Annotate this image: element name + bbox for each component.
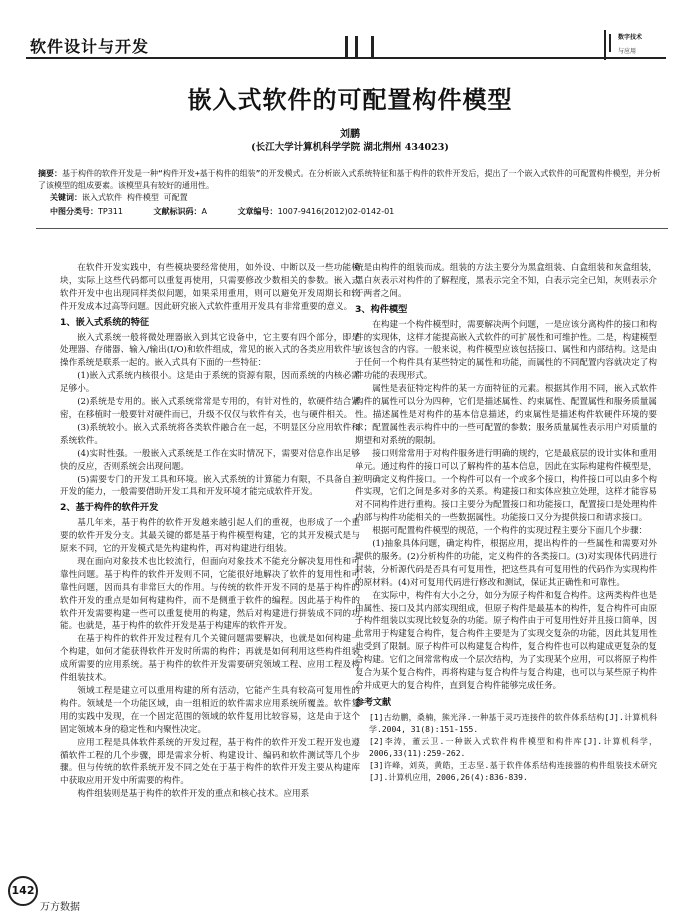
paragraph: 基几年来，基于构件的软件开发越来越引起人们的重视，也形成了一个重要的软件开发分支。其最关键的都是基于构件模型构建，它的其开发模式是与原来不同，它的开发模式是先构建构件，再对构建进行组装。 (60, 518, 360, 555)
keywords-label: 关键词： (50, 193, 82, 202)
paragraph: (2)系统是专用的。嵌入式系统常常是专用的，有针对性的，软硬件结合紧密，在移植时一般要针对硬件而已，升级不仅仅与软件有关，也与硬件相关。 (60, 397, 360, 420)
doc-code-label: 文献标识码： (153, 207, 202, 216)
paragraph: (3)系统较小。嵌入式系统将各类软件融合在一起，不明显区分应用软件和系统软件。 (60, 422, 360, 446)
paragraph: 嵌入式系统一般将微处理器嵌入到其它设备中，它主要有四个部分，即是处理器、存储器、输入/输出(I/O)和软件组成，常见的嵌入式的各类应用软件与操作系统是联系一起的。嵌入式具有下面的一些特征： (60, 332, 360, 369)
paragraph: 在基于构件的软件开发过程有几个关键问题需要解决，也就是如何构建一个构建，如何才能获得软件开发时所需的构件；再就是如何利用这些构件组装成所需要的应用系统。基于构件的软件开发需要研究领域工程、应用工程及构件组装技术。 (60, 634, 360, 684)
article-affiliation: (长江大学计算机科学学院 湖北荆州 434023) (251, 142, 449, 153)
reference-item: [3]许峰，刘英，黄皓，王志坚.基于软件体系结构连接器的构件组装技术研究[J].计算机应用，2006,26(4):836-839. (369, 760, 657, 782)
article-title: 嵌入式软件的可配置构件模型 (187, 86, 513, 114)
keywords (50, 192, 188, 203)
badge-arrow-icon (609, 34, 617, 52)
section-heading-2: 2、基于构件的软件开发 (60, 502, 159, 514)
journal-badge (604, 30, 670, 60)
source-watermark: 万方数据 (40, 902, 80, 913)
badge-bottom-text: 与应用 (618, 48, 637, 55)
article-no-label: 文章编号： (237, 207, 278, 216)
clc-value: TP311 (98, 207, 123, 216)
paragraph: (1)嵌入式系统内核很小。这是由于系统的资源有限，因而系统的内核必需足够小。 (60, 371, 360, 395)
section-title: 软件设计与开发 (30, 37, 150, 56)
article-author: 刘鹏 (340, 129, 360, 140)
paragraph: (5)需要专门的开发工具和环境。嵌入式系统的计算能力有限，不具备自主开发的能力，一般需要借助开发工具和开发环境才能完成软件开发。 (60, 474, 360, 498)
left-column (60, 262, 360, 801)
abstract-label: 摘要： (38, 169, 62, 178)
section-heading-3: 3、构件模型 (355, 303, 408, 315)
paragraph: 在软件开发实践中，有些模块要经常使用，如外设、中断以及一些功能模块，实际上这些代码都可以重复再使用，只需要修改少数相关的参数。嵌入式软件开发中也出现同样类似问题，如果采用重用，则可以避免开发周期长和软件开发成本过高等问题。因此研究嵌入式软件重用开发具有非常重要的意义。 (60, 263, 360, 312)
doc-code-value: A (201, 207, 208, 216)
paragraph: (1)抽象具体问题，确定构件，根据应用，提出构件的一些属性和需要对外提供的服务。(2)分析构件的功能，定义构件的各类接口。(3)对实现体代码进行封装，分析源代码是否具有可复用性，把这些具有可复用性的代码作为实现构件的原材料。(4)对可复用代码进行修改和测试，保证其正确性和可靠性。 (355, 539, 657, 588)
abstract-text: 基于构件的软件开发是一种“构件开发+基于构件的组装”的开发模式。在分析嵌入式系统特征和基于构件的软件开发后，提出了一个嵌入式软件的可配置构件模型，并分析了该模型的组成要素。该模型具有较好的通用性。 (38, 169, 661, 190)
paragraph: 统是由构件的组装而成。组装的方法主要分为黑盒组装、白盒组装和灰盒组装，黑白灰表示对构件的了解程度，黑表示完全不知，白表示完全已知，灰则表示介于两者之间。 (355, 263, 657, 299)
article-no-value: 1007-9416(2012)02-0142-01 (277, 207, 395, 216)
section-heading-1: 1、嵌入式系统的特征 (60, 316, 150, 328)
paragraph: (4)实时性强。一般嵌入式系统是工作在实时情况下，需要对信息作出足够快的反应，否则系统会出现问题。 (60, 448, 360, 472)
references-heading: 参考文献 (355, 697, 392, 708)
paragraph: 应用工程是具体软件系统的开发过程，基于构件的软件开发工程开发也遵循软件工程的几个步骤，即是需求分析、构建设计、编码和软件测试等几个步骤。但与传统的软件系统开发不同之处在于基于构件的软件开发主要从构建库中获取应用开发中所需要的构件。 (60, 737, 360, 787)
badge-top-text: 数字技术 (618, 34, 643, 41)
paragraph: 接口则常常用于对构件服务进行明确的规约，它是最底层的设计实体和重用单元。通过构件的接口可以了解构件的基本信息，因此在实际构建构件模型是，应明确定义构件接口。一个构件可以有一个或多个接口，构件接口可以由多个构件实现，它们之间是多对多的关系。构建接口和实体应独立处理，这样才能容易对不同构件进行重构。接口主要分为配置接口和功能接口，配置接口是处理构件内部与构件功能相关的一些数据属性。功能接口又分为提供接口和请求接口。 (355, 448, 657, 524)
page-number-badge: 142 (8, 876, 38, 906)
reference-item: [2]李涛，董云卫.一种嵌入式软件构件模型和构件库[J].计算机科学，2006,33(11):259-262. (369, 736, 657, 758)
keywords-text: 嵌入式软件 构件模型 可配置 (82, 193, 188, 202)
reference-item: [1]古幼鹏，桑楠，熊光泽.一种基于灵巧连接件的软件体系结构[J].计算机科学.2004, 31(8):151-155. (369, 712, 657, 734)
header-bars-decoration (341, 36, 377, 58)
paragraph: 在构建一个构件模型时，需要解决两个问题，一是应该分离构件的接口和构件的实现体，这样才能提高嵌入式软件的可扩展性和可维护性。二是，构建模型应该包含的内容。一般来说，构件模型应该包括接口、属性和内部结构。这是由于任何一个构件具有某些特定的属性和功能，而属性的不同配置内容就决定了构件功能的表现形式。 (355, 319, 657, 382)
abstract (38, 168, 664, 192)
paragraph: 领域工程是建立可以重用构建的所有活动，它能产生具有较高可复用性的构件。领域是一个功能区域，由一组相近的软件需求应用系统所覆盖。软件复用的实践中发现，在一个固定范围的领域的软件复用比较容易，这是由于这个固定领域本身的稳定性和内聚性决定。 (60, 686, 360, 735)
classification-line (50, 206, 422, 217)
paragraph: 现在面向对象技术也比较流行，但面向对象技术不能充分解决复用性和可靠性问题。基于构件的软件开发则不同，它能很好地解决了软件的复用性和可靠性问题，因而具有非常巨大的作用。与传统的软件开发不同的是基于构件的软件开发的重点是如何构建构件，而不是侧重于软件的编程。因此基于构件的软件开发需要构建一些可以重复使用的构建，然后对构建进行拼装成不同的功能。也就是，基于构件的软件开发是基于构建库的软件开发。 (60, 556, 360, 632)
paragraph: 属性是表征特定构件的某一方面特征的元素。根据其作用不同，嵌入式软件构件的属性可以分为四种，它们是描述属性、约束属性、配置属性和服务质量属性。描述属性是对构件的基本信息描述，约束属性是描述构件软硬件环境的要求；配置属性表示构件中的一些可配置的参数；服务质量属性表示用户对质量的期望和对系统的限制。 (355, 384, 657, 446)
clc-label: 中图分类号： (50, 207, 98, 216)
paragraph: 构件组装则是基于构件的软件开发的重点和核心技术。应用系 (77, 789, 310, 800)
paragraph: 在实际中，构件有大小之分，如分为原子构件和复合构件。这两类构件也是由属性、接口及其内部实现组成，但原子构件是最基本的构件，复合构件可由原子构件组装以实现比较复杂的功能。原子构件由于可复用性好并且接口简单，因此常用于构建复合构件，复合构件主要是为了实现交复杂的功能，因此其复用性也受到了限制。原子构件可以构建复合构件，复合构件也可以构建成更复杂的复合构建。它们之间常常构成一个层次结构，为了实现某个应用，可以将原子构件复合为某个复合构件，再将构建与复合构件与复合构建，也可以与某些原子构件合并成更大的复合构件，直到复合构件能够完成任务。 (355, 590, 657, 691)
journal-header (26, 30, 676, 60)
header-divider (26, 57, 666, 59)
right-column (355, 262, 657, 784)
paragraph: 根据可配置构件模型的规范，一个构件的实现过程主要分下面几个步骤： (372, 526, 648, 537)
abstract-divider (36, 228, 668, 229)
